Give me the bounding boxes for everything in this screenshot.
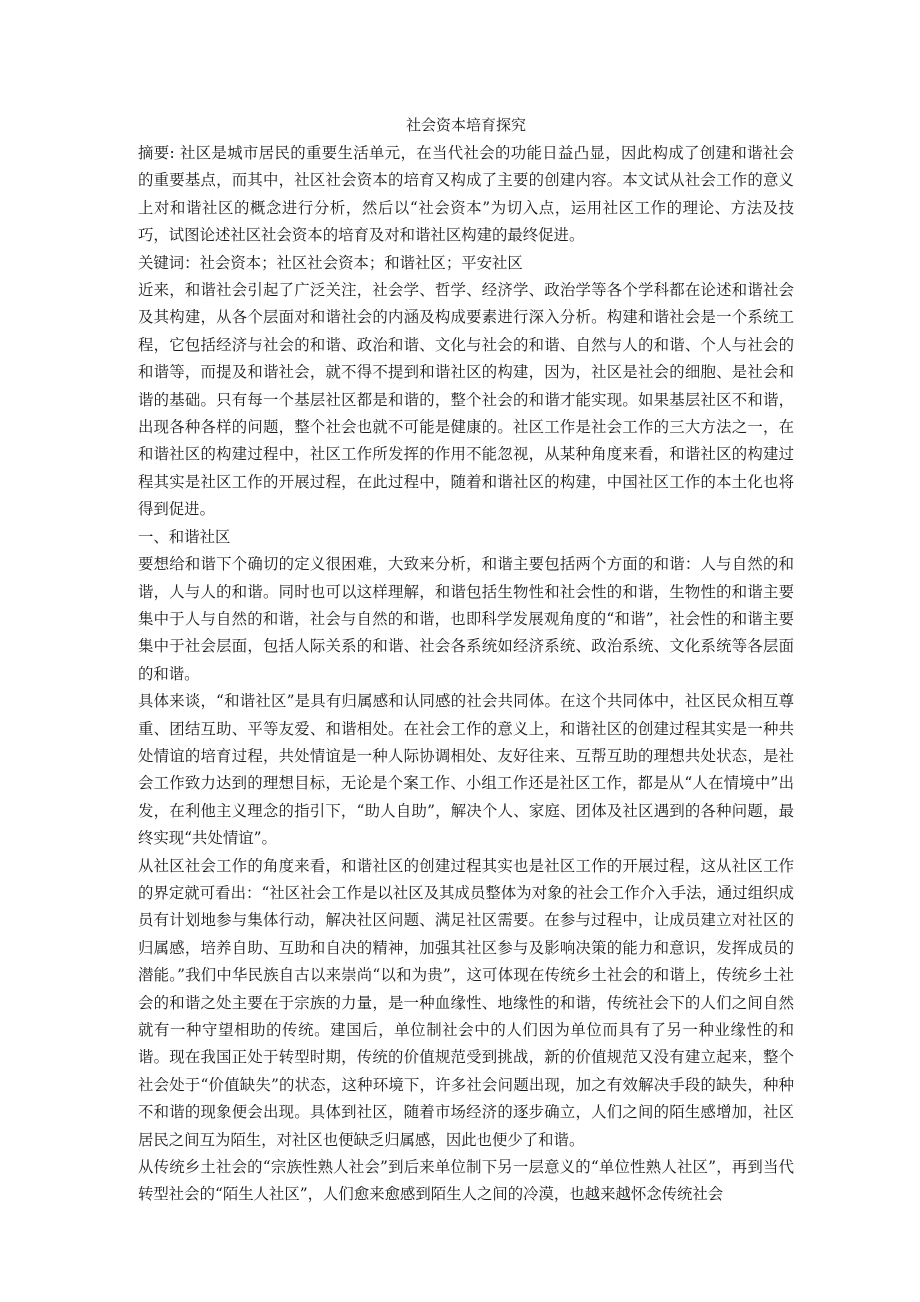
body-paragraph-2: 具体来谈，“和谐社区”是具有归属感和认同感的社会共同体。在这个共同体中，社区民众相互尊重、团结互助、平等友爱、和谐相处。在社会工作的意义上，和谐社区的创建过程其实是一种共处情谊的培育过程，共处情谊是一种人际协调相处、友好往来、互帮互助的理想共处状态，是社会工作致力达到的理想目标，无论是个案工作、小组工作还是社区工作，都是从“人在情境中”出发，在利他主义理念的指引下，“助人自助”，解决个人、家庭、团体及社区遇到的各种问题，最终实现“共处情谊”。 (138, 692, 794, 848)
body-paragraph-1: 要想给和谐下个确切的定义很困难，大致来分析，和谐主要包括两个方面的和谐：人与自然的和谐，人与人的和谐。同时也可以这样理解，和谐包括生物性和社会性的和谐，生物性的和谐主要集中于人与自然的和谐，社会与自然的和谐，也即科学发展观角度的“和谐”，社会性的和谐主要集中于社会层面，包括人际关系的和谐、社会各系统如经济系统、政治系统、文化系统等各层面的和谐。 (138, 555, 794, 683)
keywords-line: 关键词：社会资本；社区社会资本；和谐社区；平安社区 (138, 253, 523, 272)
body-paragraph-3: 从社区社会工作的角度来看，和谐社区的创建过程其实也是社区工作的开展过程，这从社区工作的界定就可看出：“社区社会工作是以社区及其成员整体为对象的社会工作介入手法，通过组织成员有计划地参与集体行动，解决社区问题、满足社区需要。在参与过程中，让成员建立对社区的归属感，培养自助、互助和自决的精神，加强其社区参与及影响决策的能力和意识，发挥成员的潜能。”我们中华民族自古以来崇尚“以和为贵”，这可体现在传统乡土社会的和谐上，传统乡土社会的和谐之处主要在于宗族的力量，是一种血缘性、地缘性的和谐，传统社会下的人们之间自然就有一种守望相助的传统。建国后，单位制社会中的人们因为单位而具有了另一种业缘性的和谐。现在我国正处于转型时期，传统的价值规范受到挑战，新的价值规范又没有建立起来，整个社会处于“价值缺失”的状态，这种环境下，许多社会问题出现，加之有效解决手段的缺失，种种不和谐的现象便会出现。具体到社区，随着市场经济的逐步确立，人们之间的陌生感增加，社区居民之间互为陌生，对社区也便缺乏归属感，因此也便少了和谐。 (138, 856, 794, 1149)
document-body (138, 112, 794, 1209)
section-heading: 一、和谐社区 (138, 527, 231, 546)
intro-paragraph: 近来，和谐社会引起了广泛关注，社会学、哲学、经济学、政治学等各个学科都在论述和谐社会及其构建，从各个层面对和谐社会的内涵及构成要素进行深入分析。构建和谐社会是一个系统工程，它包括经济与社会的和谐、政治和谐、文化与社会的和谐、自然与人的和谐、个人与社会的和谐等，而提及和谐社会，就不得不提到和谐社区的构建，因为，社区是社会的细胞、是社会和谐的基础。只有每一个基层社区都是和谐的，整个社会的和谐才能实现。如果基层社区不和谐，出现各种各样的问题，整个社会也就不可能是健康的。社区工作是社会工作的三大方法之一，在和谐社区的构建过程中，社区工作所发挥的作用不能忽视，从某种角度来看，和谐社区的构建过程其实是社区工作的开展过程，在此过程中，随着和谐社区的构建，中国社区工作的本土化也将得到促进。 (138, 281, 794, 519)
document-title: 社会资本培育探究 (405, 116, 526, 134)
abstract-paragraph: 摘要: 社区是城市居民的重要生活单元，在当代社会的功能日益凸显，因此构成了创建和谐社会的重要基点，而其中，社区社会资本的培育又构成了主要的创建内容。本文试从社会工作的意义上对和谐社区的概念进行分析，然后以“社会资本”为切入点，运用社区工作的理论、方法及技巧，试图论述社区社会资本的培育及对和谐社区构建的最终促进。 (138, 144, 794, 245)
body-paragraph-4: 从传统乡土社会的“宗族性熟人社会”到后来单位制下另一层意义的“单位性熟人社区”，再到当代转型社会的“陌生人社区”，人们愈来愈感到陌生人之间的冷漠，也越来越怀念传统社会 (138, 1158, 794, 1204)
